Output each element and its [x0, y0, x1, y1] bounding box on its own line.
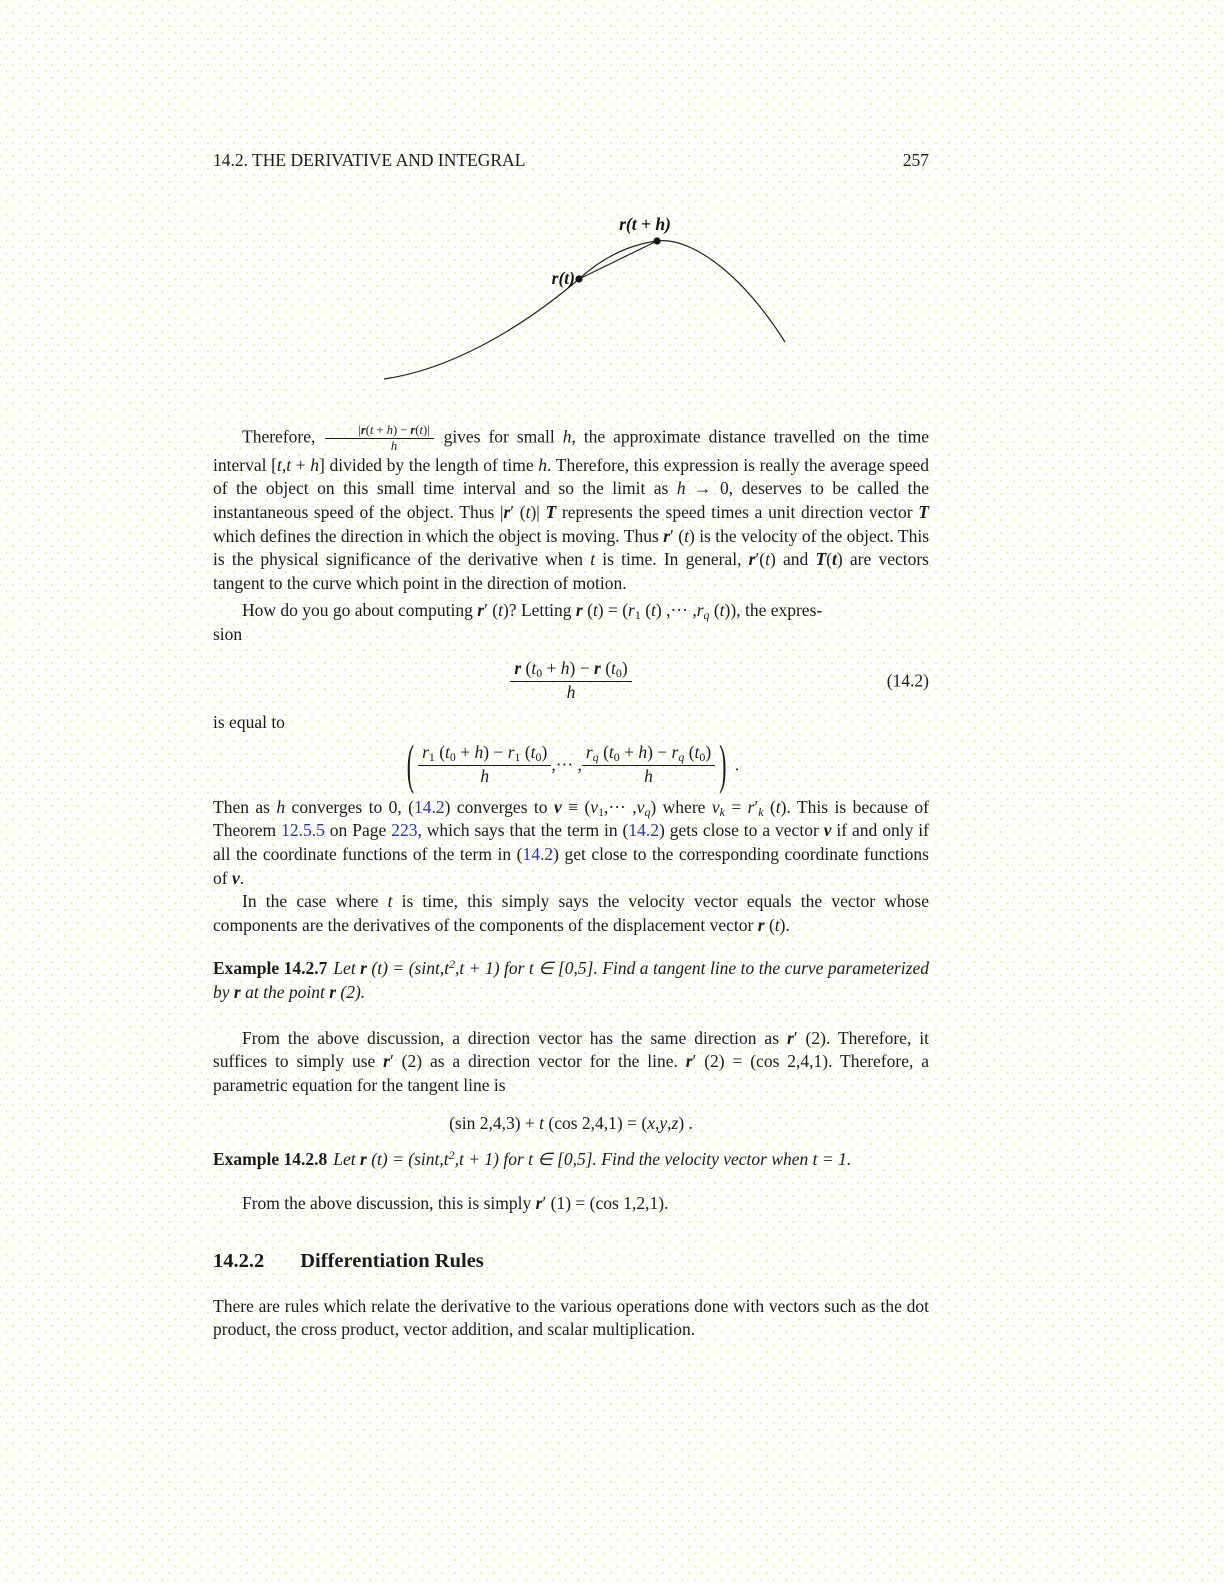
paragraph-rules-intro: There are rules which relate the derivative to the various operations done with vectors such as the dot product, the cross product, vector addition, and scalar multiplication.	[213, 1295, 929, 1340]
label-r-t-plus-h: r(t + h)	[619, 214, 671, 234]
equation-component-tuple: ( $\frac{r_1 (t_0 + h) - r_1 (t_0)}{h}$ ,··· , $\frac{r_q (t_0 + h) - r_q (t_0)}{h}$ ) .	[406, 732, 740, 795]
subsection-heading	[213, 1250, 929, 1273]
ref-theorem-12-5-5-link[interactable]: 12.5.5	[281, 820, 325, 841]
example-14-2-8	[213, 1148, 929, 1172]
paragraph-how-to-compute: How do you go about computing r′ (t)? Letting r $(t) = (r_1$ (t) ,··· $,r_q$ (t)), the expres- sion	[213, 600, 823, 644]
paragraph-is-equal-to: is equal to	[213, 711, 285, 732]
ref-eq-14-2-link[interactable]: 14.2	[522, 844, 554, 865]
subsection-number: 14.2.2	[213, 1249, 265, 1272]
equation-tangent-line: (sin 2,4,3) + t (cos 2,4,1) = (x,y,z) .	[449, 1113, 693, 1134]
paragraph-convergence: Then as h converges to 0, (14.2) converges to $v \equiv (v_1,\cdot\cdot\cdot ,v_q)$ where $v_k = r'_k$ (t). This is because of Theorem 12.5.5 on Page 223, which says that the term in (14.2) gets close to a vector v if and only if all the coordinate functions of the term in (14.2) get close to the corresponding coordinate functions of v.	[213, 796, 929, 888]
inline-fraction: $\frac{|r(t + h) - r(t)|}{h}$	[325, 423, 433, 454]
running-header	[213, 150, 929, 170]
example-14-2-7-statement: Let r $(t) = (\sin t,t^2,t + 1)$ for t ∈ [0,5]. Find a tangent line to the curve parameterized by r at the point r (2).	[213, 957, 929, 1002]
text-column	[213, 150, 929, 1342]
page-number: 257	[902, 150, 929, 170]
ref-eq-14-2-link[interactable]: 14.2	[414, 796, 445, 817]
equation-14-2	[213, 655, 929, 707]
example-14-2-8-label: Example 14.2.8	[213, 1149, 328, 1170]
paragraph-velocity-answer: From the above discussion, this is simply r′ (1) = (cos 1,2,1).	[242, 1192, 669, 1213]
difference-quotient-fraction: $\frac{r (t_0 + h) - r (t_0)}{h}$	[510, 658, 631, 704]
point-rth-dot	[653, 237, 660, 244]
ref-page-223-link[interactable]: 223	[391, 820, 418, 841]
example-14-2-8-statement: Let r $(t) = (\sin t,t^2,t + 1)$ for t ∈ [0,5]. Find the velocity vector when t = 1.	[333, 1148, 852, 1170]
paragraph-average-speed: Therefore, $\frac{|r(t + h) - r(t)|}{h}$ gives for small h, the approximate distance travelled on the time interval [t,t + h] divided by the length of time h. Therefore, this expression is really the average speed of the object on this small time interval and so the limit as h → 0, deserves to be called the instantaneous speed of the object. Thus |r′ (t)| T represents the speed times a unit direction vector T which defines the direction in which the object is moving. Thus r′ (t) is the velocity of the object. This is the physical significance of the derivative when t is time. In general, r′(t) and T(t) are vectors tangent to the curve which point in the direction of motion.	[213, 423, 930, 593]
point-rt-dot	[575, 275, 582, 282]
example-14-2-7	[213, 957, 929, 1004]
example-14-2-7-label: Example 14.2.7	[213, 958, 328, 979]
component-fraction-q: $\frac{r_q (t_0 + h) - r_q (t_0)}{h}$	[582, 742, 715, 788]
paragraph-direction-vector: From the above discussion, a direction vector has the same direction as r′ (2). Therefore, it suffices to simply use r′ (2) as a direction vector for the line. r′ (2) = (cos 2,4,1). Therefore, a parametric equation for the tangent line is	[213, 1027, 929, 1095]
curve-left-segment	[384, 279, 579, 379]
running-header-section: 14.2. THE DERIVATIVE AND INTEGRAL	[213, 150, 526, 170]
label-r-t: r(t)	[551, 268, 575, 288]
equation-14-2-body	[510, 658, 631, 704]
ref-eq-14-2-link[interactable]: 14.2	[628, 820, 660, 841]
subsection-title: Differentiation Rules	[300, 1249, 484, 1272]
equation-tag: (14.2)	[886, 670, 929, 690]
paragraph-velocity-vector: In the case where t is time, this simply says the velocity vector equals the vector whose components are the derivatives of the components of the displacement vector r (t).	[213, 891, 929, 935]
curve-right-segment	[657, 241, 785, 342]
component-fraction-1: $\frac{r_1 (t_0 + h) - r_1 (t_0)}{h}$	[418, 742, 551, 788]
curve-figure	[373, 208, 793, 390]
secant-line	[579, 241, 657, 279]
